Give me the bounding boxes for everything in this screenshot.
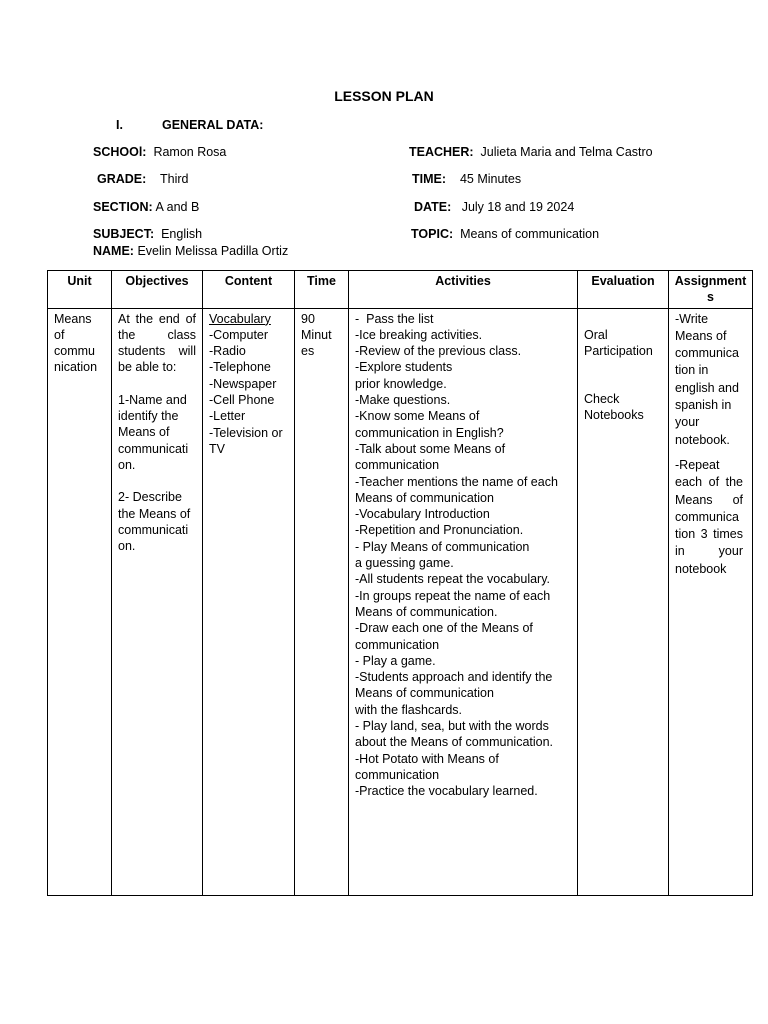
activity-line: -Ice breaking activities.: [355, 327, 483, 342]
activity-line: - Play land, sea, but with the words: [355, 719, 549, 734]
topic-value: Means of communication: [460, 227, 600, 241]
teacher-value: Julieta Maria and Telma Castro: [480, 145, 653, 159]
content-item: -Computer: [209, 327, 269, 342]
name-label: NAME:: [93, 244, 134, 258]
activity-line: -Talk about some Means of: [355, 441, 506, 456]
assignment-item: -Write Means of communica tion in english and spanish in your notebook.: [675, 311, 739, 447]
activity-line: Means of communication: [355, 490, 494, 505]
activity-line: -Make questions.: [355, 393, 451, 408]
activity-line: Means of communication.: [355, 604, 498, 619]
content-item: -Telephone: [209, 360, 271, 375]
section-number: I.: [116, 118, 123, 132]
content-item: -Television or TV: [209, 425, 283, 456]
activities-list: [355, 311, 571, 800]
subject-value: English: [161, 227, 203, 241]
activity-line: - Pass the list: [355, 311, 434, 326]
page-title: LESSON PLAN: [334, 88, 434, 104]
activity-line: - Play a game.: [355, 653, 436, 668]
section-value: A and B: [155, 200, 200, 214]
unit-cell: [48, 308, 112, 895]
activity-line: -All students repeat the vocabulary.: [355, 572, 551, 587]
table-header-row: [48, 271, 753, 309]
activity-line: about the Means of communication.: [355, 735, 554, 750]
activity-line: a guessing game.: [355, 556, 454, 571]
activity-line: -Practice the vocabulary learned.: [355, 784, 538, 799]
time-value: 45 Minutes: [459, 172, 522, 186]
unit-text: Means of commu nication: [54, 311, 98, 375]
activity-line: -Students approach and identify the: [355, 670, 553, 685]
header-content: Content: [203, 271, 295, 309]
date-value: July 18 and 19 2024: [461, 200, 575, 214]
content-cell: [203, 308, 295, 895]
content-heading: Vocabulary: [209, 311, 271, 326]
activity-line: -Know some Means of: [355, 409, 480, 424]
table-row: [48, 308, 753, 895]
grade-label: GRADE:: [97, 172, 147, 186]
time-text: 90 Minut es: [301, 311, 332, 359]
header-objectives: Objectives: [112, 271, 203, 309]
school-field: [93, 145, 226, 159]
activity-line: -Teacher mentions the name of each: [355, 474, 558, 489]
activity-line: -Repetition and Pronunciation.: [355, 523, 524, 538]
school-value: Ramon Rosa: [153, 145, 227, 159]
topic-label: TOPIC:: [411, 227, 454, 241]
teacher-field: [409, 145, 653, 159]
activity-line: communication: [355, 767, 440, 782]
time-field: [412, 172, 521, 186]
teacher-label: TEACHER:: [409, 145, 474, 159]
header-time: Time: [295, 271, 349, 309]
activity-line: -Review of the previous class.: [355, 344, 522, 359]
date-field: [414, 200, 574, 214]
time-cell: [295, 308, 349, 895]
evaluation-item: Check Notebooks: [584, 392, 644, 423]
objectives-cell: [112, 308, 203, 895]
header-unit: Unit: [48, 271, 112, 309]
content-item: -Cell Phone: [209, 393, 275, 408]
topic-field: [411, 227, 599, 241]
activity-line: -In groups repeat the name of each: [355, 588, 551, 603]
activity-line: communication: [355, 458, 440, 473]
name-value: Evelin Melissa Padilla Ortiz: [137, 244, 289, 258]
header-evaluation: Evaluation: [578, 271, 669, 309]
section-field: [93, 200, 199, 214]
grade-value: Third: [159, 172, 189, 186]
evaluation-item: Oral Participation: [584, 327, 653, 358]
name-field: [93, 244, 288, 258]
activity-line: prior knowledge.: [355, 376, 447, 391]
time-label: TIME:: [412, 172, 447, 186]
subject-field: [93, 227, 202, 241]
date-label: DATE:: [414, 200, 452, 214]
activity-line: Means of communication: [355, 686, 494, 701]
objective-2: 2- Describe the Means of communicati on.: [118, 490, 191, 554]
section-label: SECTION:: [93, 200, 153, 214]
grade-field: [97, 172, 188, 186]
assignment-item: -Repeat each of the Means of communica tion 3 times in your notebook: [675, 457, 743, 576]
activity-line: with the flashcards.: [355, 702, 462, 717]
activity-line: -Draw each one of the Means of: [355, 621, 533, 636]
section-heading: GENERAL DATA:: [162, 118, 264, 132]
content-item: -Newspaper: [209, 376, 277, 391]
activity-line: communication in English?: [355, 425, 504, 440]
evaluation-cell: [578, 308, 669, 895]
lesson-plan-table: [47, 270, 753, 896]
header-activities: Activities: [349, 271, 578, 309]
subject-label: SUBJECT:: [93, 227, 155, 241]
activity-line: -Vocabulary Introduction: [355, 507, 490, 522]
activity-line: - Play Means of communication: [355, 539, 530, 554]
activity-line: -Hot Potato with Means of: [355, 751, 499, 766]
header-assignments: Assignments: [669, 271, 753, 309]
activity-line: -Explore students: [355, 360, 453, 375]
activity-line: communication: [355, 637, 440, 652]
objective-intro: At the end of the class students will be able to:: [118, 311, 196, 375]
content-item: -Letter: [209, 409, 246, 424]
school-label: SCHOOl:: [93, 145, 147, 159]
activities-cell: [349, 308, 578, 895]
content-item: -Radio: [209, 344, 246, 359]
objective-1: 1-Name and identify the Means of communicati on.: [118, 392, 189, 472]
assignments-cell: [669, 308, 753, 895]
